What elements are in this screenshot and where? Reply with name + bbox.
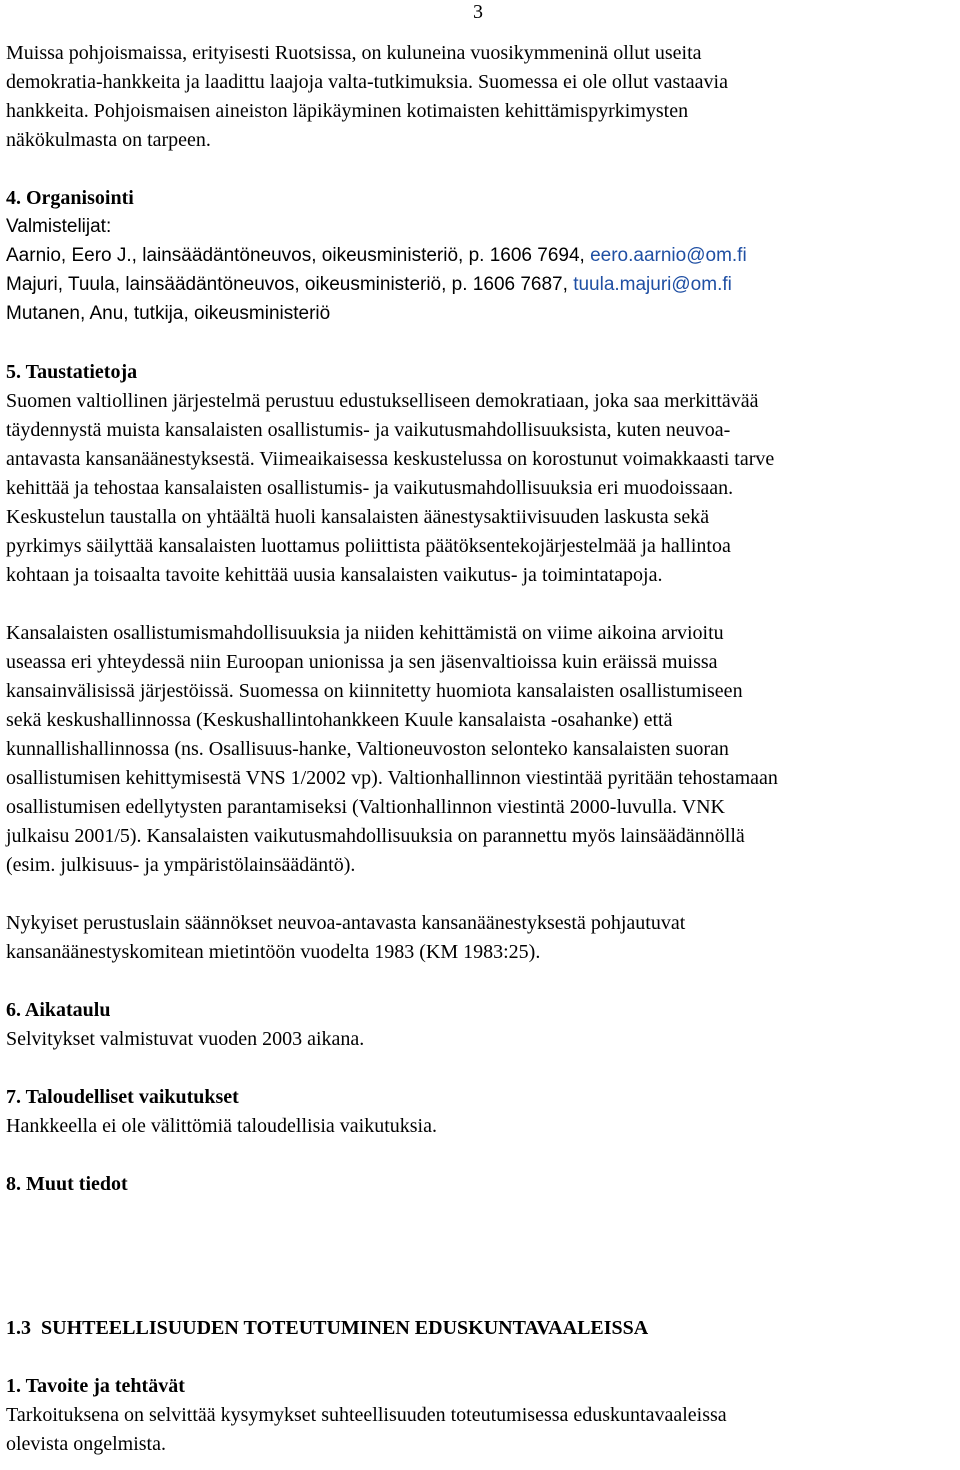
preparer-3: Mutanen, Anu, tutkija, oikeusministeriö [6,303,331,324]
para2-line: julkaisu 2001/5). Kansalaisten vaikutusmahdollisuuksia on parannettu myös lainsäädännöllä [6,825,745,847]
para1-line: antavasta kansanäänestyksestä. Viimeaikaisessa keskustelussa on korostunut voimakkaasti tarve [6,448,775,470]
section-4-subheading: Valmistelijat: [6,216,112,237]
section-6-text: Selvitykset valmistuvat vuoden 2003 aikana. [6,1028,365,1050]
page-number: 3 [473,1,483,23]
intro-line: näkökulmasta on tarpeen. [6,129,211,151]
preparer-1 [6,243,747,269]
preparer-2-email-link[interactable]: tuula.majuri@om.fi [573,274,732,295]
section-6-heading: 6. Aikataulu [6,999,111,1021]
para1-line: pyrkimys säilyttää kansalaisten luottamus poliittista päätöksentekojärjestelmää ja hallintoa [6,535,731,557]
section-7-text: Hankkeella ei ole välittömiä taloudellisia vaikutuksia. [6,1115,437,1137]
para2-line: Kansalaisten osallistumismahdollisuuksia ja niiden kehittämistä on viime aikoina arvioitu [6,622,724,644]
para1-line: kohtaan ja toisaalta tavoite kehittää uusia kansalaisten vaikutus- ja toimintatapoja. [6,564,663,586]
para2-line: osallistumisen edellytysten parantamiseksi (Valtionhallinnon viestintä 2000-luvulla. VNK [6,796,725,818]
section-4-heading: 4. Organisointi [6,187,134,209]
preparer-1-email-link[interactable]: eero.aarnio@om.fi [590,245,747,266]
para2-line: kunnallishallinnossa (ns. Osallisuus-hanke, Valtioneuvoston selonteko kansalaisten suoran [6,738,729,760]
para2-line: sekä keskushallinnossa (Keskushallintohankkeen Kuule kansalaista -osahanke) että [6,709,673,731]
preparer-2 [6,272,732,298]
preparer-2-text: Majuri, Tuula, lainsäädäntöneuvos, oikeusministeriö, p. 1606 7687, [6,274,574,295]
para2-line: kansainvälisissä järjestöissä. Suomessa on kiinnitetty huomiota kansalaisten osallistumiseen [6,680,743,702]
para1-line: kehittää ja tehostaa kansalaisten osallistumis- ja vaikutusmahdollisuuksia eri muodoissaan. [6,477,734,499]
para3-line: kansanäänestyskomitean mietintöön vuodelta 1983 (KM 1983:25). [6,941,541,963]
chapter-heading: 1.3 SUHTEELLISUUDEN TOTEUTUMINEN EDUSKUNTAVAALEISSA [6,1317,649,1339]
goal-text-line: olevista ongelmista. [6,1433,166,1455]
para3-line: Nykyiset perustuslain säännökset neuvoa-antavasta kansanäänestyksestä pohjautuvat [6,912,686,934]
para2-line: (esim. julkisuus- ja ympäristölainsäädäntö). [6,854,356,876]
intro-line: hankkeita. Pohjoismaisen aineiston läpikäyminen kotimaisten kehittämispyrkimysten [6,100,689,122]
para1-line: täydennystä muista kansalaisten osallistumis- ja vaikutusmahdollisuuksista, kuten neuvoa- [6,419,731,441]
goal-heading: 1. Tavoite ja tehtävät [6,1375,185,1397]
section-5-heading: 5. Taustatietoja [6,361,138,383]
section-8-heading: 8. Muut tiedot [6,1173,128,1195]
preparer-1-text: Aarnio, Eero J., lainsäädäntöneuvos, oikeusministeriö, p. 1606 7694, [6,245,591,266]
section-7-heading: 7. Taloudelliset vaikutukset [6,1086,239,1108]
goal-text-line: Tarkoituksena on selvittää kysymykset suhteellisuuden toteutumisessa eduskuntavaaleissa [6,1404,727,1426]
para1-line: Keskustelun taustalla on yhtäältä huoli kansalaisten äänestysaktiivisuuden laskusta sekä [6,506,710,528]
para2-line: osallistumisen kehittymisestä VNS 1/2002 vp). Valtionhallinnon viestintää pyritään tehostamaan [6,767,778,789]
intro-line: demokratia-hankkeita ja laadittu laajoja valta-tutkimuksia. Suomessa ei ole ollut vastaavia [6,71,728,93]
para2-line: useassa eri yhteydessä niin Euroopan unionissa ja sen jäsenvaltioissa kuin eräissä muissa [6,651,718,673]
para1-line: Suomen valtiollinen järjestelmä perustuu edustukselliseen demokratiaan, joka saa merkittävää [6,390,759,412]
intro-line: Muissa pohjoismaissa, erityisesti Ruotsissa, on kuluneina vuosikymmeninä ollut useita [6,42,702,64]
